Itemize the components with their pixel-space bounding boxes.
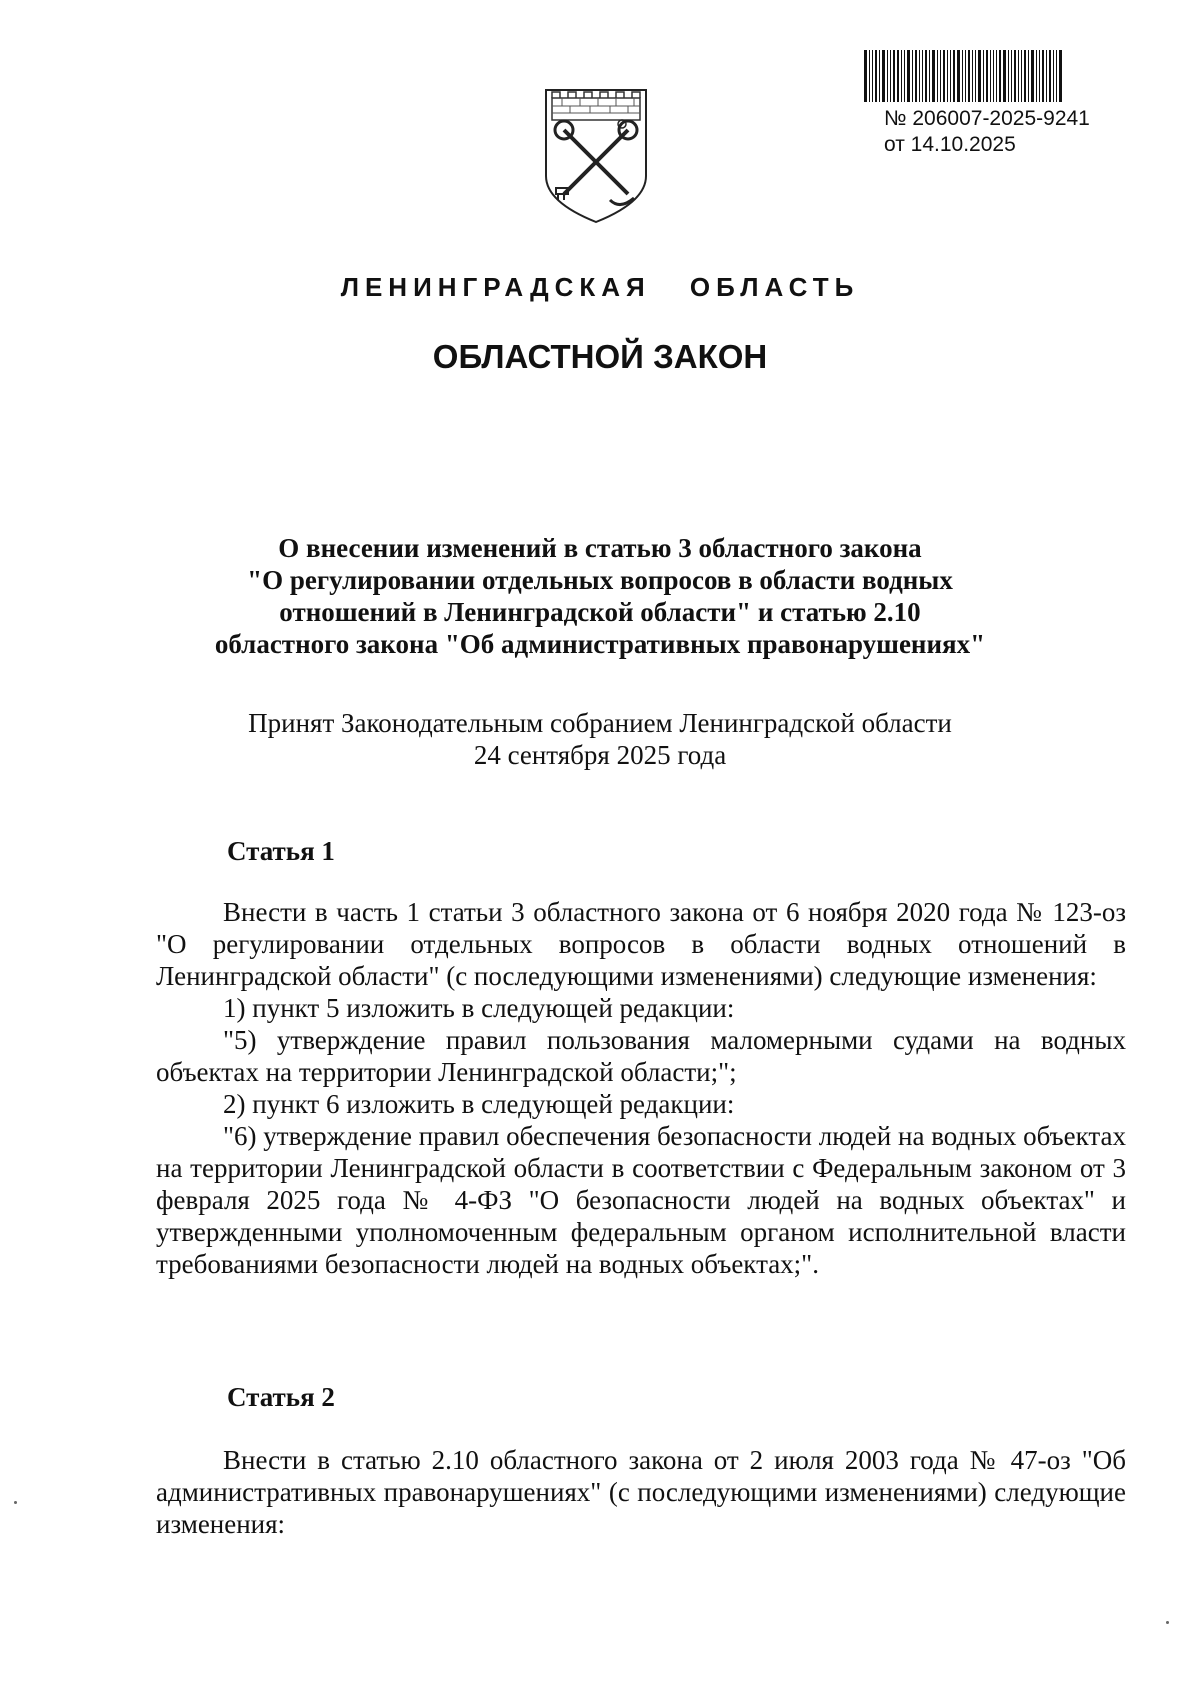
adoption-date: 24 сентября 2025 года: [473, 740, 727, 770]
barcode-bar: [968, 50, 970, 102]
article-2-heading: Статья 2: [227, 1382, 335, 1412]
barcode-bar: [864, 50, 867, 102]
barcode-bar: [1018, 50, 1019, 102]
barcode-bar: [965, 50, 966, 102]
barcode-bar: [1042, 50, 1044, 102]
adoption-line: Принят Законодательным собранием Ленинградской области: [248, 708, 952, 738]
paragraph: "5) утверждение правил пользования маломерными судами на водных объектах на территории Ленинградской области;";: [156, 1025, 1126, 1087]
barcode-bar: [1021, 50, 1022, 102]
barcode-bar: [937, 50, 938, 102]
article-1-heading: Статья 1: [227, 836, 335, 866]
barcode-bar: [1024, 50, 1026, 102]
barcode-bar: [1039, 50, 1040, 102]
barcode-bar: [904, 50, 905, 102]
article-1-body: [156, 896, 1126, 1280]
barcode-bar: [975, 50, 976, 102]
barcode-bar: [901, 50, 902, 102]
barcode-bar: [947, 50, 948, 102]
paragraph: Внести в статью 2.10 областного закона от 2 июля 2003 года № 47-оз "Об административных правонарушениях" (с последующими изменениями) следующие изменения:: [156, 1445, 1126, 1539]
barcode-bar: [893, 50, 895, 102]
barcode-bar: [907, 50, 910, 102]
barcode-bar: [996, 50, 997, 102]
barcode-bar: [922, 50, 923, 102]
barcode-bar: [986, 50, 988, 102]
barcode-bar: [879, 50, 880, 102]
barcode-bar: [912, 50, 913, 102]
article-2-body: [156, 1444, 1126, 1540]
barcode-bar: [953, 50, 955, 102]
barcode-bar: [962, 50, 963, 102]
title-line: отношений в Ленинградской области" и статью 2.10: [279, 597, 921, 627]
barcode-bar: [1053, 50, 1054, 102]
barcode-bar: [978, 50, 981, 102]
title-line: "О регулировании отдельных вопросов в области водных: [247, 565, 953, 595]
barcode-bar: [887, 50, 888, 102]
barcode-bar: [972, 50, 973, 102]
barcode-bar: [890, 50, 891, 102]
barcode-bar: [929, 50, 930, 102]
barcode-bar: [882, 50, 885, 102]
barcode-bar: [915, 50, 917, 102]
barcode-bar: [1011, 50, 1012, 102]
barcode-bar: [940, 50, 941, 102]
barcode-bar: [869, 50, 870, 102]
barcode-bar: [1014, 50, 1016, 102]
barcode-bar: [1036, 50, 1037, 102]
barcode-bar: [1049, 50, 1051, 102]
barcode-bar: [943, 50, 945, 102]
barcode-bar: [875, 50, 877, 102]
paragraph: 1) пункт 5 изложить в следующей редакции:: [223, 993, 735, 1023]
barcode-bar: [950, 50, 951, 102]
registration-date: от 14.10.2025: [884, 133, 1016, 156]
scan-speck: [1166, 1621, 1169, 1624]
region-name: ЛЕНИНГРАДСКАЯ ОБЛАСТЬ: [340, 272, 860, 302]
barcode-bar: [1046, 50, 1047, 102]
law-title: [150, 532, 1050, 660]
barcode: [864, 50, 1124, 102]
barcode-bar: [925, 50, 927, 102]
adoption-note: [150, 707, 1050, 771]
paragraph: 2) пункт 6 изложить в следующей редакции:: [223, 1089, 735, 1119]
title-line: областного закона "Об административных правонарушениях": [214, 629, 986, 659]
barcode-bar: [872, 50, 873, 102]
registration-number: № 206007-2025-9241: [884, 107, 1090, 130]
registration-block: [884, 106, 1090, 158]
barcode-bar: [999, 50, 1001, 102]
barcode-bar: [990, 50, 991, 102]
barcode-bar: [897, 50, 899, 102]
paragraph: "6) утверждение правил обеспечения безопасности людей на водных объектах на территории Ленинградской области в соответствии с Федеральным законом от 3 февраля 2025 года № 4-ФЗ "О безопасности людей на водных объектах" и утвержденными уполномоченным федеральным органом исполнительной власти требованиями безопасности людей на водных объектах;".: [156, 1121, 1126, 1279]
barcode-bar: [1008, 50, 1009, 102]
scan-speck: [14, 1501, 17, 1504]
coat-of-arms-emblem: [540, 84, 652, 224]
barcode-bar: [1031, 50, 1034, 102]
barcode-bar: [1056, 50, 1057, 102]
barcode-bar: [1003, 50, 1006, 102]
title-line: О внесении изменений в статью 3 областного закона: [278, 533, 922, 563]
barcode-bar: [993, 50, 994, 102]
barcode-bar: [983, 50, 984, 102]
barcode-bar: [957, 50, 960, 102]
document-type: ОБЛАСТНОЙ ЗАКОН: [432, 338, 768, 375]
barcode-bar: [932, 50, 935, 102]
barcode-bar: [1059, 50, 1062, 102]
barcode-bar: [1028, 50, 1029, 102]
barcode-bar: [919, 50, 920, 102]
paragraph: Внести в часть 1 статьи 3 областного закона от 6 ноября 2020 года № 123-оз "О регулировании отдельных вопросов в области водных отношений в Ленинградской области" (с последующими изменениями) следующие изменения:: [156, 897, 1126, 991]
